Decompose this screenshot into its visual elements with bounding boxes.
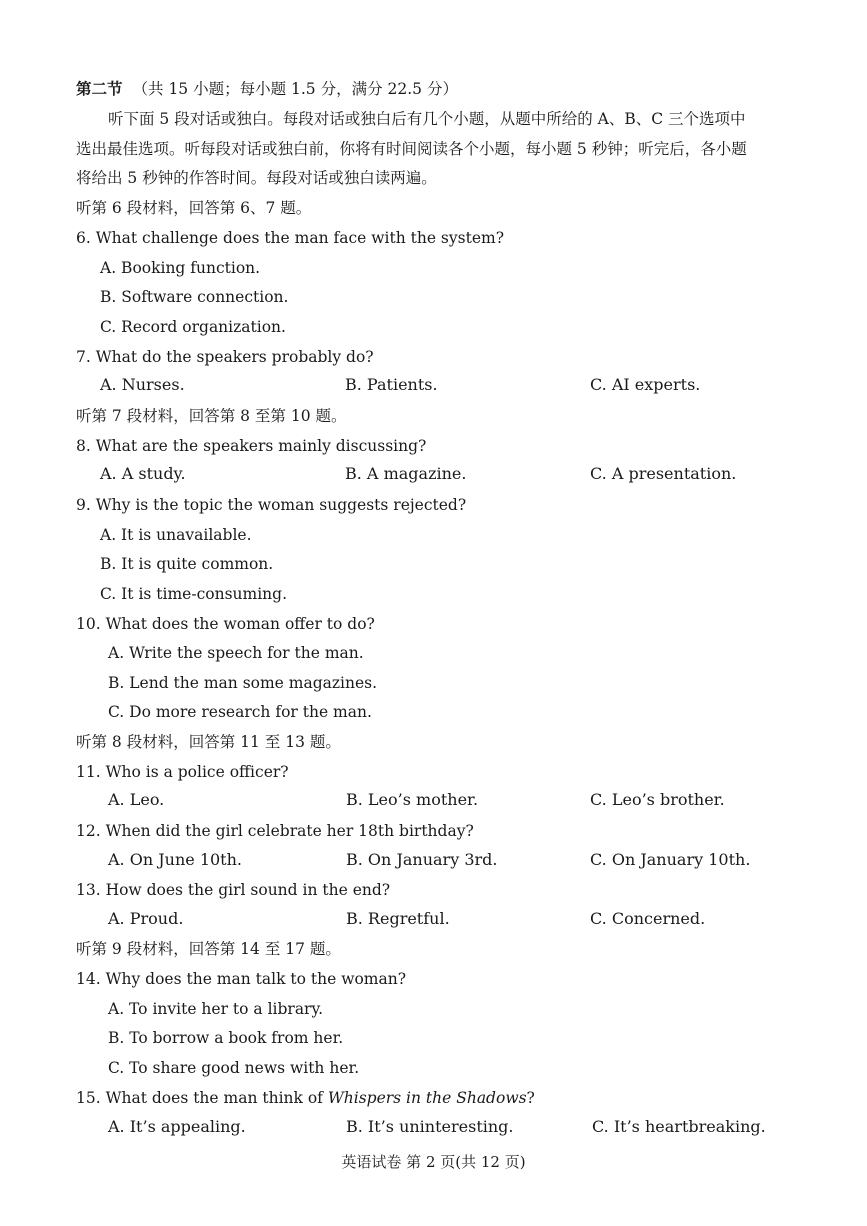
question-7-option-a[interactable]: A. Nurses.: [100, 375, 185, 394]
question-11-option-b[interactable]: B. Leo’s mother.: [346, 790, 479, 809]
page-footer: 英语试卷 第 2 页(共 12 页): [341, 1153, 526, 1171]
question-12-options: [0, 850, 867, 872]
instruction-line-2: 选出最佳选项。听每段对话或独白前，你将有时间阅读各个小题，每小题 5 秒钟；听完后，各小题: [76, 140, 747, 158]
question-7-option-c[interactable]: C. AI experts.: [590, 375, 701, 394]
group-heading-9: 听第 9 段材料，回答第 14 至 17 题。: [76, 940, 341, 958]
question-6-option-a[interactable]: A. Booking function.: [100, 259, 261, 277]
question-10-stem: 10. What does the woman offer to do?: [76, 615, 375, 633]
question-9-option-b[interactable]: B. It is quite common.: [100, 555, 274, 573]
question-8-option-c[interactable]: C. A presentation.: [590, 464, 737, 483]
question-8-option-a[interactable]: A. A study.: [100, 464, 186, 483]
question-6-stem: 6. What challenge does the man face with the system?: [76, 229, 504, 247]
question-15-stem-post: ?: [526, 1089, 535, 1107]
question-15-book-title: Whispers in the Shadows: [327, 1089, 527, 1107]
question-7-stem: 7. What do the speakers probably do?: [76, 348, 374, 366]
question-10-option-c[interactable]: C. Do more research for the man.: [108, 703, 372, 721]
question-15-options: [0, 1117, 867, 1139]
question-13-option-a[interactable]: A. Proud.: [108, 909, 184, 928]
group-heading-6: 听第 6 段材料，回答第 6、7 题。: [76, 199, 312, 217]
question-13-options: [0, 909, 867, 931]
question-14-option-b[interactable]: B. To borrow a book from her.: [108, 1029, 344, 1047]
question-14-stem: 14. Why does the man talk to the woman?: [76, 970, 407, 988]
question-11-stem: 11. Who is a police officer?: [76, 763, 289, 781]
question-11-option-c[interactable]: C. Leo’s brother.: [590, 790, 725, 809]
question-15-option-c[interactable]: C. It’s heartbreaking.: [592, 1117, 766, 1136]
section-heading: [76, 78, 807, 100]
question-9-stem: 9. Why is the topic the woman suggests rejected?: [76, 496, 467, 514]
question-8-stem: 8. What are the speakers mainly discussing?: [76, 437, 427, 455]
question-7-options: [0, 375, 867, 397]
question-9-option-a[interactable]: A. It is unavailable.: [100, 526, 252, 544]
instruction-line-1: 听下面 5 段对话或独白。每段对话或独白后有几个小题，从题中所给的 A、B、C 三个选项中: [108, 110, 746, 128]
question-15-stem-pre: 15. What does the man think of: [76, 1089, 328, 1107]
group-heading-8: 听第 8 段材料，回答第 11 至 13 题。: [76, 733, 341, 751]
question-9-option-c[interactable]: C. It is time-consuming.: [100, 585, 287, 603]
instruction-line-3: 将给出 5 秒钟的作答时间。每段对话或独白读两遍。: [76, 169, 437, 187]
question-13-stem: 13. How does the girl sound in the end?: [76, 881, 391, 899]
question-11-options: [0, 790, 867, 812]
question-15-stem: [76, 1087, 807, 1109]
question-14-option-c[interactable]: C. To share good news with her.: [108, 1059, 360, 1077]
question-8-options: [0, 464, 867, 486]
question-13-option-b[interactable]: B. Regretful.: [346, 909, 450, 928]
question-6-option-b[interactable]: B. Software connection.: [100, 288, 289, 306]
question-12-option-a[interactable]: A. On June 10th.: [108, 850, 242, 869]
question-11-option-a[interactable]: A. Leo.: [108, 790, 165, 809]
section-title: 第二节: [76, 79, 123, 98]
question-12-stem: 12. When did the girl celebrate her 18th birthday?: [76, 822, 474, 840]
group-heading-7: 听第 7 段材料，回答第 8 至第 10 题。: [76, 407, 347, 425]
question-14-option-a[interactable]: A. To invite her to a library.: [108, 1000, 324, 1018]
question-6-option-c[interactable]: C. Record organization.: [100, 318, 286, 336]
question-7-option-b[interactable]: B. Patients.: [345, 375, 438, 394]
section-info: （共 15 小题；每小题 1.5 分，满分 22.5 分）: [132, 80, 458, 98]
question-13-option-c[interactable]: C. Concerned.: [590, 909, 706, 928]
question-8-option-b[interactable]: B. A magazine.: [345, 464, 467, 483]
question-15-option-b[interactable]: B. It’s uninteresting.: [346, 1117, 514, 1136]
question-12-option-c[interactable]: C. On January 10th.: [590, 850, 751, 869]
question-15-option-a[interactable]: A. It’s appealing.: [108, 1117, 246, 1136]
question-10-option-b[interactable]: B. Lend the man some magazines.: [108, 674, 378, 692]
question-10-option-a[interactable]: A. Write the speech for the man.: [108, 644, 364, 662]
question-12-option-b[interactable]: B. On January 3rd.: [346, 850, 498, 869]
